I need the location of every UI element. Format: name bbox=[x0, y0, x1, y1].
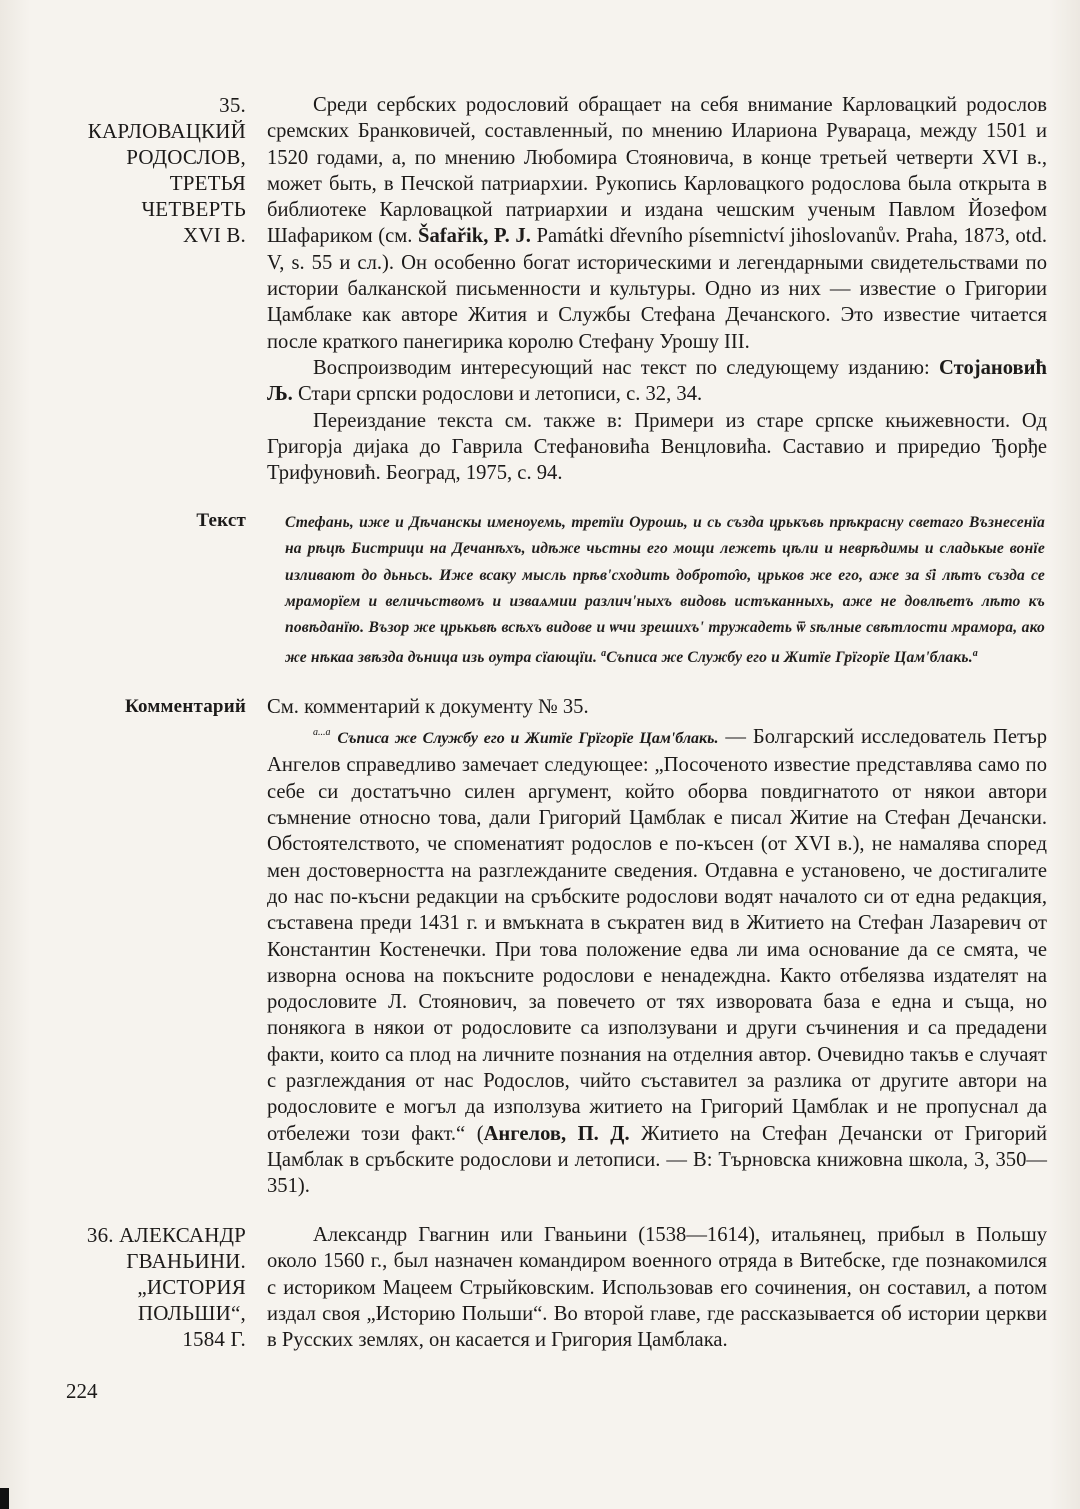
entry-35-heading-line: 35. bbox=[219, 93, 246, 117]
slavonic-text-body: Стефань, иже и Дѣчанскы именоуемь, третїи Оурошь, и сь създа црькъвь прѣкрасну светаго Възнесенїа на рѣцѣ Бистрици на Дечанѣхъ, идѣже чьстны его мощи лежеть цѣли и неврѣдимы и сладькые вонїе изливают до дьньсь. Иже всаку мысль прѣв'сходить доброто̂ю, црьков же его, аже за ѕ҃і лѣтъ създа се мраморїем и величьствомъ и изваѧмии различ'ныхъ видовь истъканныхь, аже не довлѣетъ лѣто къ повѣданїю. Възор же црькьвѣ всѣхъ видове и ѡчи зрешихъ' тружадеть ѿ ѕѣлные свѣтлости мрамора, ако же нѣкаа звѣзда дъница изь оутра сїающїи. bbox=[285, 514, 1045, 667]
entry-36-heading bbox=[6, 1222, 246, 1352]
entry-35-heading bbox=[16, 92, 246, 248]
entry-35-body bbox=[267, 92, 1047, 486]
entry-35-p2-text-cont: Стари српски родослови и летописи, с. 32, 34. bbox=[297, 383, 703, 406]
commentary-paragraph: $^{a...a}$ Съписа же Службу его и Житїе Грїгорїе Цам'блакь. — Болгарский исследователь Петър Ангелов справедливо замечает следующее: „Посоченото известие представлява само по себе си достатъчно силен аргумент, който оборва повдигнатото от някои автори съмнение относно това, дали Григорий Цамблак е писал Житие на Стефан Дечански. Обстоятелството, че споменатият родослов е по-късен (от XVI в.), не намалява според мен достоверността на разглежданите сведения. Отдавна е установено, че достигалите до нас по-късни редакции на сръбските родослови водят началото си от една редакция, съставена преди 1431 г. и вмъкната в съкратен вид в Житието на Стефан Лазаревич от Константин Костенечки. При това положение едва ли има основание да се смята, че изворна основа на покъсните родослови е ненадеждна. Както отбелязва издателят на родословите Л. Стоянович, за повечето от тях изворовата база е една и съща, но понякога в някои от родословите са използувани и други съчинения и са предадени факти, които са плод на личните познания на отделния автор. Очевидно такъв е случаят с разглеждания от нас Родослов, чийто съставител за разлика от другите автори на родословите е могъл да използува житието на Григорий Цамблак и не пропуснал да отбележи този факт.“ (Ангелов, П. Д. Житието на Стефан Дечански от Григорий Цамблак в сръбските родослови и летописи. — В: Търновска книжовна школа, 3, 350—351). bbox=[267, 726, 1047, 1198]
footnote-marker: a...a bbox=[313, 727, 331, 739]
slavonic-paragraph bbox=[285, 510, 1045, 672]
commentary-text: — Болгарский исследователь Петър Ангелов справедливо замечает следующее: „Посоченото известие представлява само по себе си достатъчно силен аргумент, който оборва повдигнатото от някои автори съмнение относно това, дали Григорий Цамблак е писал Житие на Стефан Дечански. Обстоятелството, че споменатият родослов е по-късен (от XVI в.), не намалява според мен достоверността на разглежданите сведения. Отдавна е установено, че достигалите до нас по-късни редакции на сръбските родослови водят началото си от една редакция, съставена преди 1431 г. и вмъкната в съкратен вид в Житието на Стефан Лазаревич от Константин Костенечки. При това положение едва ли има основание да се смята, че изворна основа на покъсните родослови е ненадеждна. Както отбелязва издателят на родословите Л. Стоянович, за повечето от тях изворовата база е една и съща, но понякога в някои от родословите са използувани и други съчинения и са предадени факти, които са плод на личните познания на отделния автор. Очевидно такъв е случаят с разглеждания от нас Родослов, чийто съставител за разлика от другите автори на родословите е могъл да използува житието на Григорий Цамблак и не пропуснал да отбележи този факт.“ bbox=[267, 726, 1047, 1145]
entry-35-heading-line: XVI В. bbox=[182, 223, 246, 247]
angelov-reference: Ангелов, П. Д. bbox=[483, 1122, 630, 1145]
slavonic-text bbox=[285, 510, 1045, 672]
entry-36-heading-line: ГВАНЬИНИ. bbox=[126, 1249, 246, 1273]
entry-35-paragraph-2 bbox=[267, 355, 1047, 408]
footnote-marker-close: a bbox=[972, 648, 978, 660]
entry-35-p1-text-cont: Památki dřevního písemnictví jihoslovanův. Praha, 1873, otd. V, s. 55 и сл.). Он особенно богат историческими и легендарными свидетельствами по истории балканской письменности и культуры. Одно из них — известие о Григории Цамблаке как авторе Жития и Службы Стефана Дечанского. Это известие читается после краткого панегирика королю Стефану Урошу III. bbox=[267, 225, 1047, 353]
text-section-label: Текст bbox=[196, 510, 246, 531]
commentary-slavonic-quote: Съписа же Службу его и Житїе Грїгорїе Цам'блакь. bbox=[337, 730, 719, 748]
footnote-marker-open: a bbox=[601, 648, 607, 660]
entry-36-heading-line: ПОЛЬШИ“, bbox=[137, 1301, 246, 1325]
entry-35-heading-line: КАРЛОВАЦКИЙ bbox=[87, 119, 246, 143]
entry-36-body bbox=[267, 1222, 1047, 1353]
entry-36-heading-line: 36. АЛЕКСАНДР bbox=[86, 1223, 246, 1247]
entry-35-heading-line: РОДОСЛОВ, bbox=[126, 145, 246, 169]
entry-35-heading-line: ТРЕТЬЯ bbox=[169, 171, 246, 195]
angelov-reference-rest: Житието на Стефан Дечански от Григорий Цамблак в сръбските родослови и летописи. — В: Търновска книжовна школа, 3, 350—351). bbox=[267, 1122, 1047, 1198]
page-number: 224 bbox=[66, 1379, 98, 1403]
commentary-body bbox=[267, 694, 1047, 1200]
entry-35-paragraph-1 bbox=[267, 92, 1047, 355]
binding-edge-mark bbox=[0, 1488, 9, 1509]
entry-36-heading-line: „ИСТОРИЯ bbox=[137, 1275, 246, 1299]
entry-35-heading-line: ЧЕТВЕРТЬ bbox=[141, 197, 246, 221]
commentary-first-line: См. комментарий к документу № 35. bbox=[267, 696, 589, 718]
entry-36-heading-line: 1584 Г. bbox=[182, 1327, 246, 1351]
slavonic-text-tail: Съписа же Службу его и Житїе Грїгорїе Цам'блакь. bbox=[606, 649, 973, 667]
safarik-reference: Šafařik, P. J. bbox=[418, 225, 531, 248]
entry-35-p2-text: Воспроизводим интересующий нас текст по следующему изданию: bbox=[313, 356, 930, 379]
entry-35-paragraph-3: Переиздание текста см. также в: Примери из старе српске књижевности. Од Григорја дијака до Гаврила Стефановића Венцловића. Саставио и приредио Ђорђе Трифуновић. Београд, 1975, с. 94. bbox=[267, 409, 1047, 485]
stojanovic-reference: Стојановић Љ. bbox=[267, 356, 1047, 406]
entry-36-paragraph: Александр Гвагнин или Гваньини (1538—1614), итальянец, прибыл в Польшу около 1560 г., был назначен командиром военного отряда в Витебске, где познакомился с историком Мацеем Стрыйковским. Использовав его сочинения, он составил, а потом издал своя „Историю Польши“. Во второй главе, где рассказывается об истории церкви в Русских землях, он касается и Григория Цамблака. bbox=[267, 1224, 1047, 1352]
commentary-label: Комментарий bbox=[125, 696, 246, 717]
entry-35-p1-text: Среди сербских родословий обращает на себя внимание Карловацкий родослов сремских Бранковичей, составленный, по мнению Илариона Руварaца, между 1501 и 1520 годами, а, по мнению Любомира Стояновича, в конце третьей четверти XVI в., может быть, в Печской патриархии. Рукопись Карловацкого родослова была открыта в библиотеке Карловацкой патриархии и издана чешским ученым Павлом Йозефом Шафариком (см. bbox=[267, 94, 1047, 248]
